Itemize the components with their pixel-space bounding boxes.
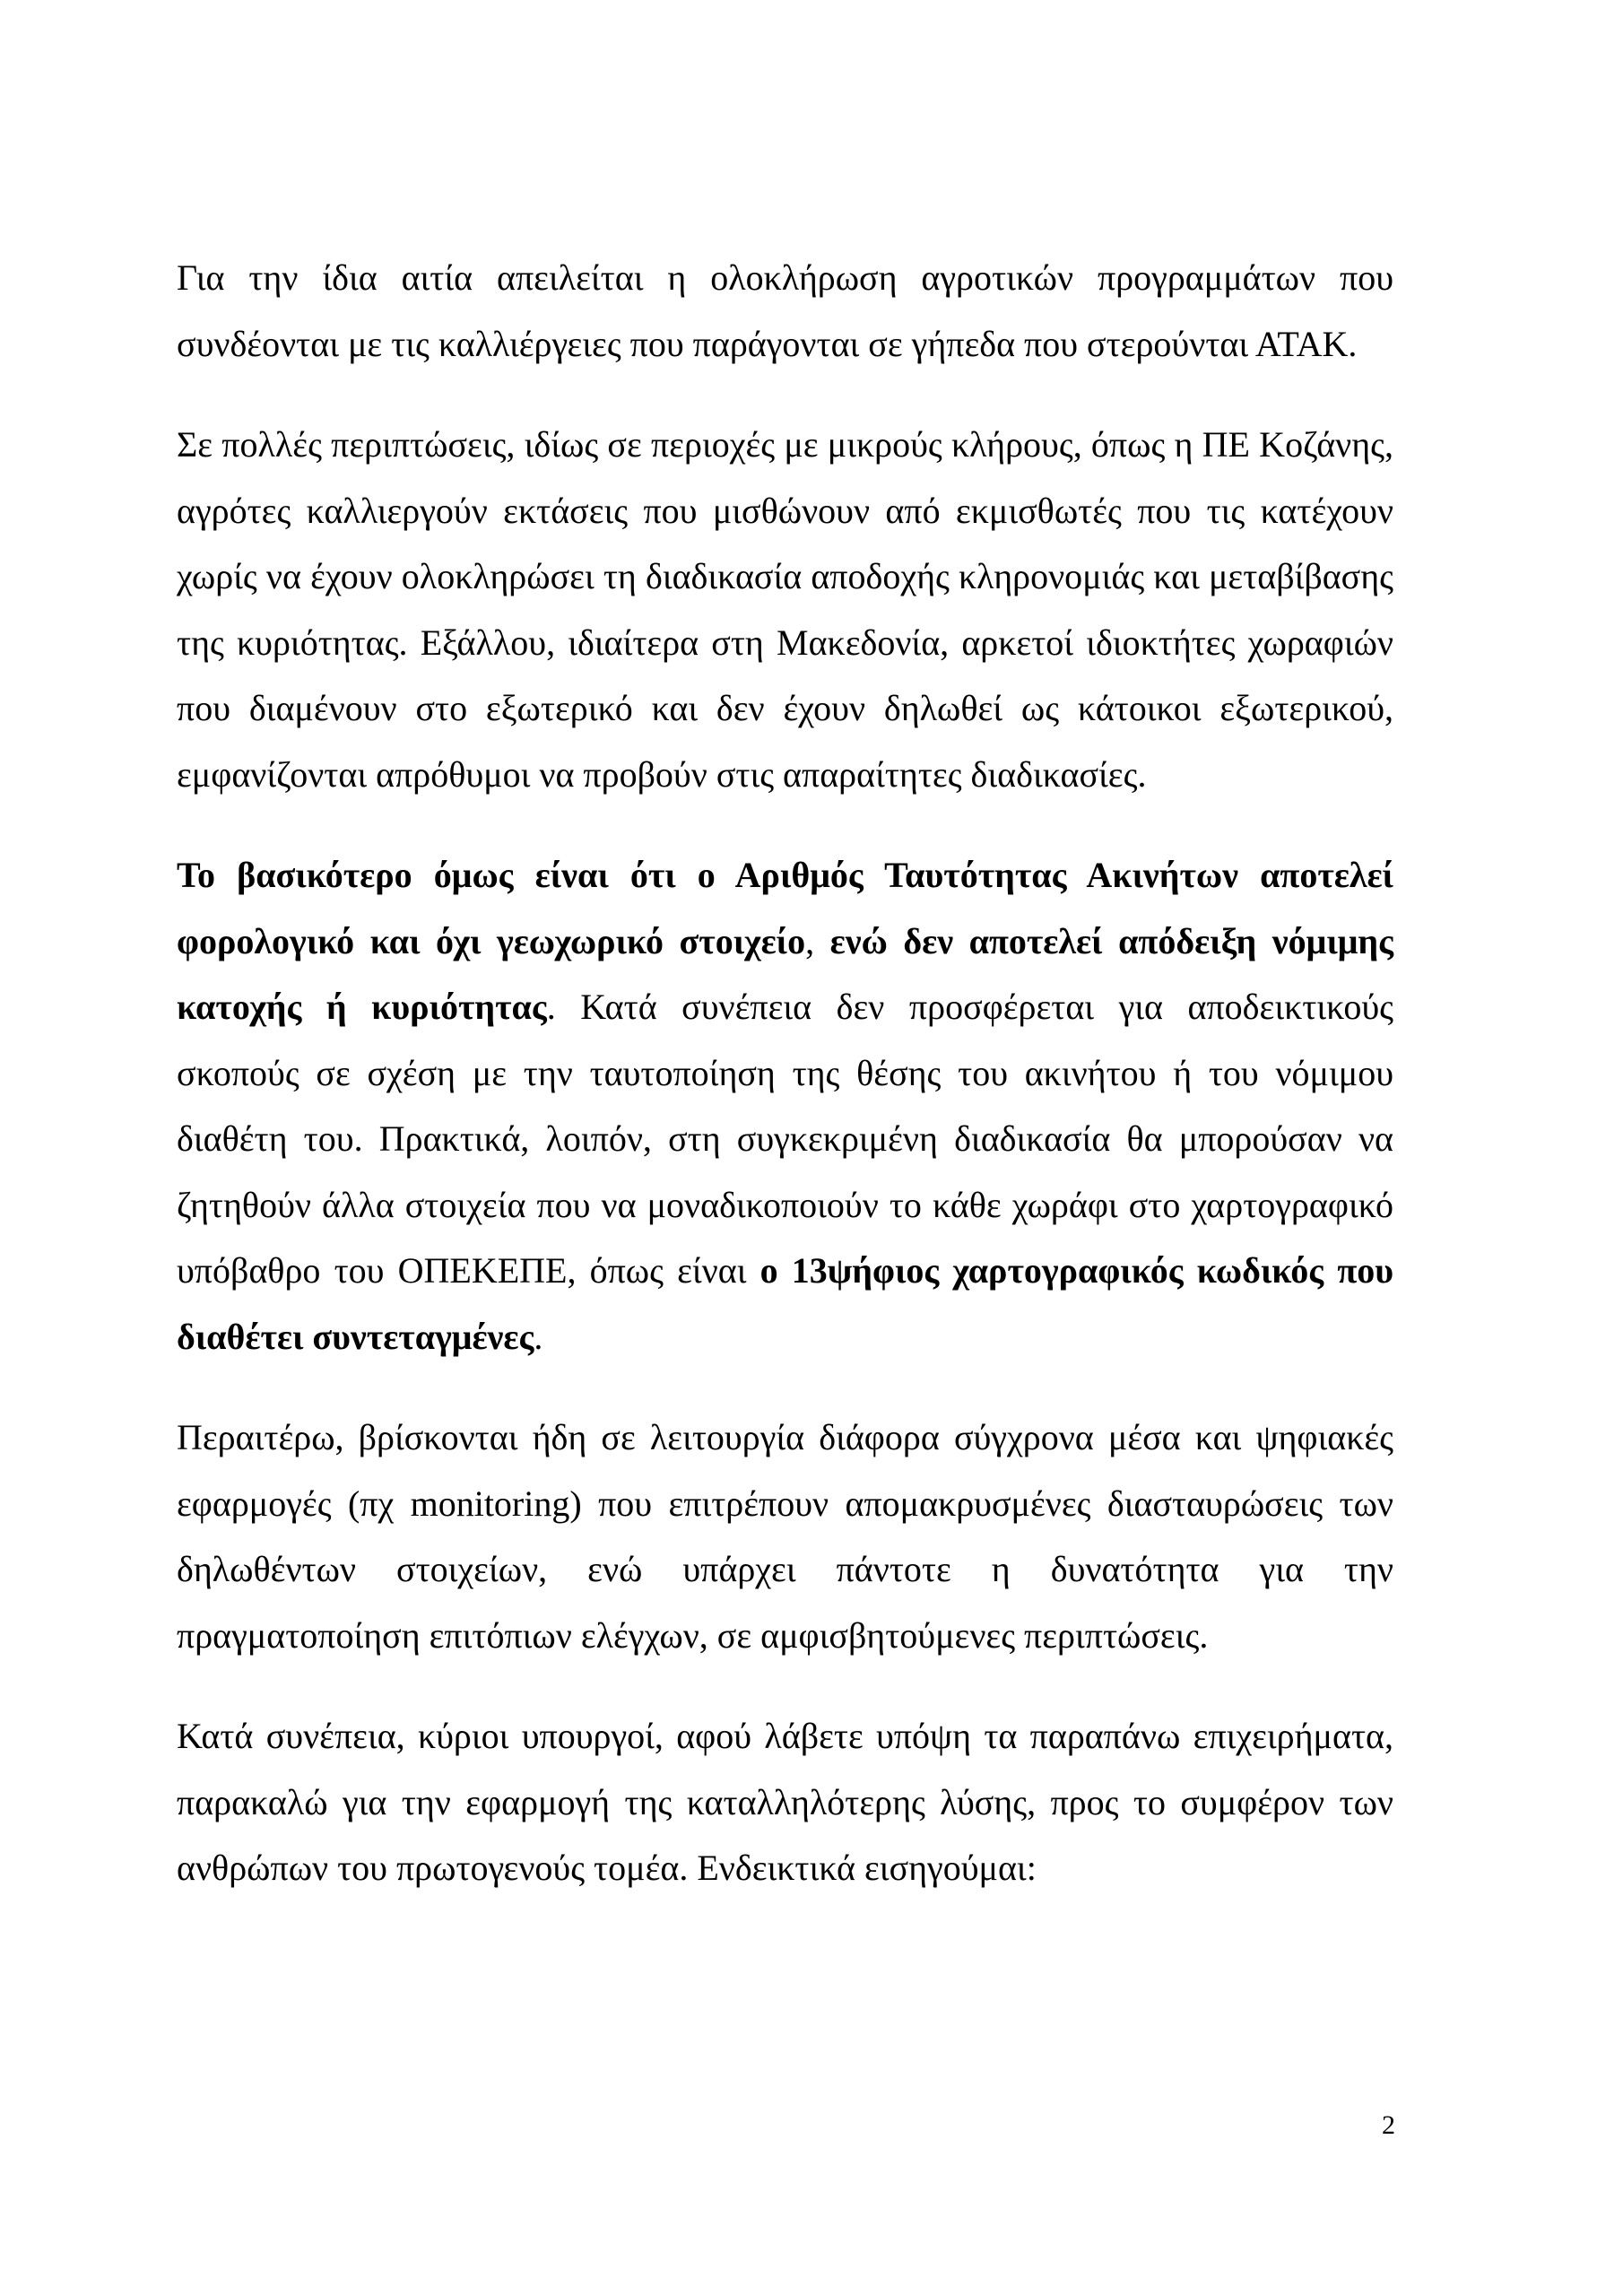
paragraph-2: Σε πολλές περιπτώσεις, ιδίως σε περιοχές με μικρούς κλήρους, όπως η ΠΕ Κοζάνης, αγρότες καλλιεργούν εκτάσεις που μισθώνουν από εκμισθωτές που τις κατέχουν χωρίς να έχουν ολοκληρώσει τη διαδικασία αποδοχής κληρονομιάς και μεταβίβασης της κυριότητας. Εξάλλου, ιδιαίτερα στη Μακεδονία, αρκετοί ιδιοκτήτες χωραφιών που διαμένουν στο εξωτερικό και δεν έχουν δηλωθεί ως κάτοικοι εξωτερικού, εμφανίζονται απρόθυμοι να προβούν στις απαραίτητες διαδικασίες. bbox=[177, 424, 1393, 795]
bold-statement-lead: Το βασικότερο όμως είναι ότι ο Αριθμός Ταυτότητας Ακινήτων αποτελεί φορολογικό και όχι γεωχωρικό στοιχείο bbox=[177, 855, 1393, 961]
separator-text: , bbox=[805, 920, 830, 961]
paragraph-3 bbox=[177, 842, 1393, 1370]
document-body bbox=[177, 245, 1393, 1901]
paragraph-4: Περαιτέρω, βρίσκονται ήδη σε λειτουργία διάφορα σύγχρονα μέσα και ψηφιακές εφαρμογές (πχ monitoring) που επιτρέπουν απομακρυσμένες διασταυρώσεις των δηλωθέντων στοιχείων, ενώ υπάρχει πάντοτε η δυνατότητα για την πραγματοποίηση επιτόπιων ελέγχων, σε αμφισβητούμενες περιπτώσεις. bbox=[177, 1417, 1393, 1656]
paragraph-1: Για την ίδια αιτία απειλείται η ολοκλήρωση αγροτικών προγραμμάτων που συνδέονται με τις καλλιέργειες που παράγονται σε γήπεδα που στερούνται ΑΤΑΚ. bbox=[177, 257, 1393, 364]
paragraph-3-text: . Κατά συνέπεια δεν προσφέρεται για αποδεικτικούς σκοπούς σε σχέση με την ταυτοποίηση της θέσης του ακινήτου ή του νόμιμου διαθέτη του. Πρακτικά, λοιπόν, στη συγκεκριμένη διαδικασία θα μπορούσαν να ζητηθούν άλλα στοιχεία που να μοναδικοποιούν το κάθε χωράφι στο χαρτογραφικό υπόβαθρο του ΟΠΕΚΕΠΕ, όπως είναι bbox=[177, 987, 1393, 1291]
bold-statement-code: ο 13ψήφιος χαρτογραφικός κωδικός που διαθέτει συντεταγμένες bbox=[177, 1250, 1393, 1357]
paragraph-5: Κατά συνέπεια, κύριοι υπουργοί, αφού λάβετε υπόψη τα παραπάνω επιχειρήματα, παρακαλώ για την εφαρμογή της καταλληλότερης λύσης, προς το συμφέρον των ανθρώπων του πρωτογενούς τομέα. Ενδεικτικά εισηγούμαι: bbox=[177, 1716, 1393, 1888]
paragraph-3-end: . bbox=[534, 1316, 543, 1357]
bold-statement-proof: ενώ δεν αποτελεί απόδειξη νόμιμης κατοχής ή κυριότητας bbox=[177, 920, 1394, 1027]
page-number: 2 bbox=[1382, 2110, 1395, 2140]
